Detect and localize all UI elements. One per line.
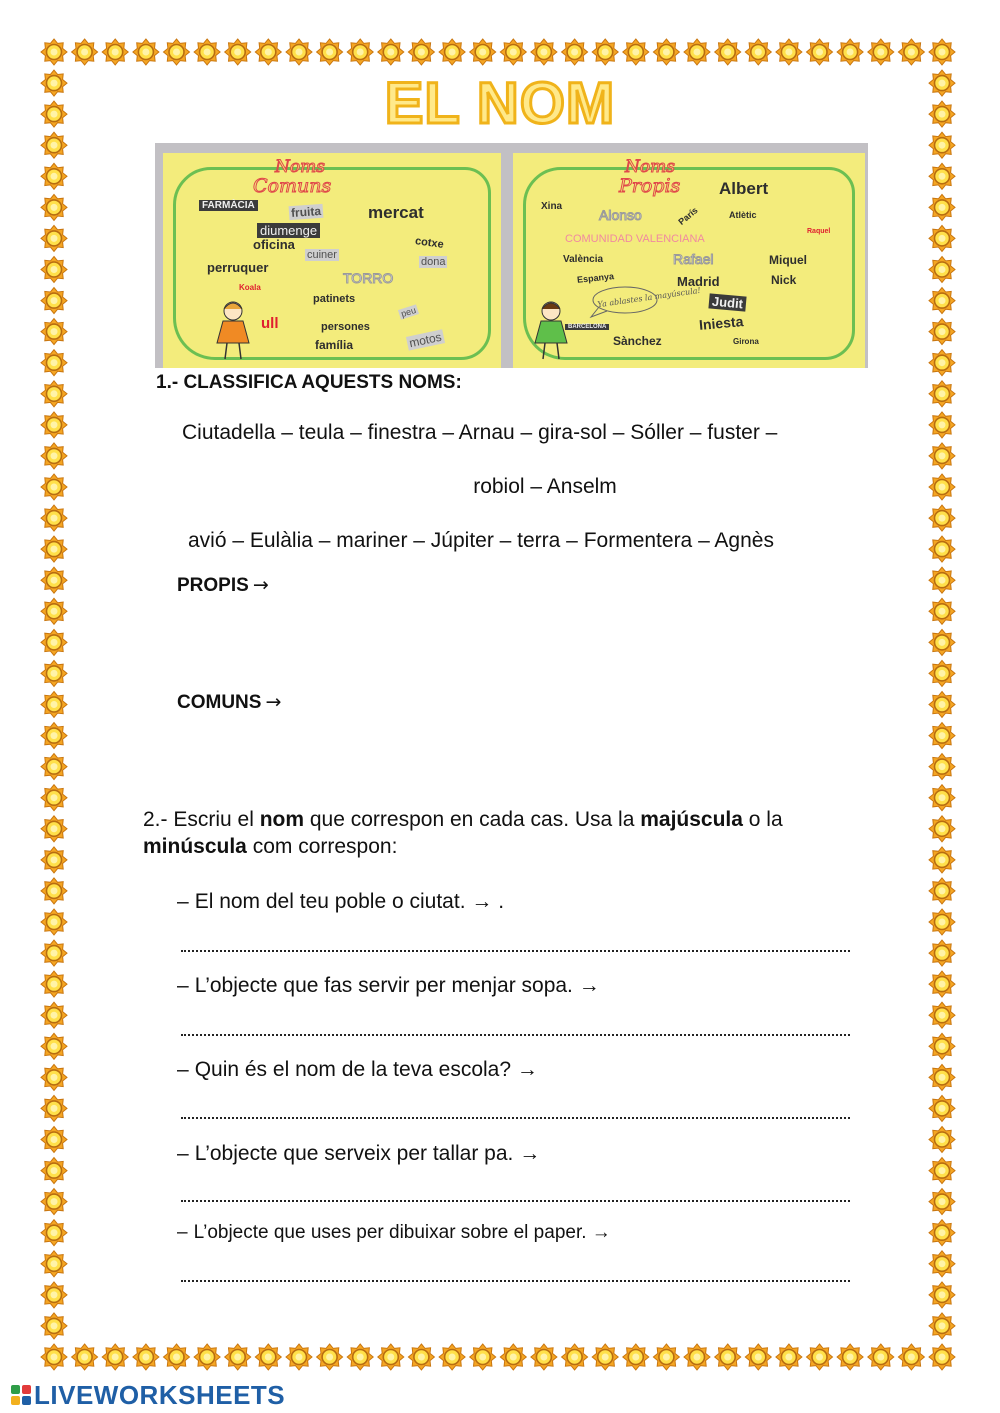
sunflower-icon <box>41 381 67 407</box>
sunflower-icon <box>41 1189 67 1215</box>
poster-word: oficina <box>253 237 295 252</box>
sunflower-icon <box>255 1344 281 1370</box>
poster-word: Sànchez <box>613 334 662 348</box>
poster-heading: Noms <box>275 157 325 177</box>
sunflower-icon <box>102 39 128 65</box>
poster-word: Nick <box>771 273 797 287</box>
answer-line[interactable] <box>181 1200 850 1202</box>
sunflower-icon <box>592 1344 618 1370</box>
exercise2-instructions <box>143 806 863 860</box>
sunflower-icon <box>929 816 955 842</box>
sunflower-icon <box>41 505 67 531</box>
sunflower-icon <box>225 1344 251 1370</box>
sunflower-icon <box>41 1033 67 1059</box>
poster-word: Koala <box>239 283 261 292</box>
sunflower-icon <box>837 1344 863 1370</box>
instruction-emphasis: minúscula <box>143 835 247 858</box>
poster-word: Madrid <box>677 274 720 289</box>
question-text: Quin és el nom de la teva escola? → <box>194 1058 538 1081</box>
sunflower-icon <box>807 1344 833 1370</box>
sunflower-icon <box>439 39 465 65</box>
poster-heading: Comuns <box>253 175 332 197</box>
sunflower-icon <box>41 692 67 718</box>
sunflower-icon <box>41 194 67 220</box>
question-item <box>177 1142 540 1166</box>
sunflower-icon <box>929 505 955 531</box>
sunflower-icon <box>500 39 526 65</box>
sunflower-icon <box>929 257 955 283</box>
sunflower-icon <box>745 39 771 65</box>
poster-word: Miquel <box>769 253 807 267</box>
poster-word: Iniesta <box>698 313 744 333</box>
poster-word: FARMÀCIA <box>199 200 258 211</box>
sunflower-icon <box>439 1344 465 1370</box>
sunflower-icon <box>225 39 251 65</box>
sunflower-icon <box>41 598 67 624</box>
sunflower-icon <box>41 163 67 189</box>
sunflower-icon <box>929 1220 955 1246</box>
instruction-text: que correspon en cada cas. Usa la <box>304 808 641 831</box>
girl-drawing <box>211 299 255 361</box>
sunflower-icon <box>41 971 67 997</box>
sunflower-icon <box>929 629 955 655</box>
sunflower-icon <box>500 1344 526 1370</box>
girl-drawing <box>529 299 573 361</box>
sunflower-icon <box>41 1220 67 1246</box>
poster-word: persones <box>321 321 370 333</box>
sunflower-icon <box>41 1127 67 1153</box>
sunflower-icon <box>623 1344 649 1370</box>
posters-photo <box>155 143 868 368</box>
sunflower-icon <box>378 39 404 65</box>
poster-word: Espanya <box>576 271 615 285</box>
sunflower-icon <box>286 39 312 65</box>
dash-bullet: – <box>177 890 189 913</box>
sunflower-icon <box>317 1344 343 1370</box>
sunflower-icon <box>929 225 955 251</box>
sunflower-icon <box>929 163 955 189</box>
dash-bullet: – <box>177 1222 188 1243</box>
sunflower-icon <box>929 1344 955 1370</box>
sunflower-icon <box>41 723 67 749</box>
sunflower-icon <box>41 288 67 314</box>
poster-word: patinets <box>313 293 356 305</box>
sunflower-icon <box>653 39 679 65</box>
answer-line[interactable] <box>181 950 850 952</box>
instruction-text: o la <box>742 808 783 831</box>
sunflower-icon <box>41 629 67 655</box>
sunflower-icon <box>837 39 863 65</box>
question-item <box>177 974 600 998</box>
poster-word: perruquer <box>207 260 269 275</box>
poster-word: BARCELONA <box>565 324 609 330</box>
sunflower-icon <box>41 1095 67 1121</box>
poster-word: Rafael <box>673 251 714 267</box>
sunflower-icon <box>531 39 557 65</box>
sunflower-icon <box>562 39 588 65</box>
sunflower-icon <box>929 567 955 593</box>
sunflower-icon <box>41 754 67 780</box>
speech-bubble <box>589 285 659 319</box>
answer-line[interactable] <box>181 1280 850 1282</box>
sunflower-icon <box>41 878 67 904</box>
word-list-line: Ciutadella – teula – finestra – Arnau – gira-sol – Sóller – fuster – <box>182 421 778 444</box>
instruction-emphasis: majúscula <box>640 808 743 831</box>
poster-noms-propis <box>513 153 865 368</box>
sunflower-icon <box>72 1344 98 1370</box>
sunflower-icon <box>255 39 281 65</box>
sunflower-icon <box>41 1158 67 1184</box>
sunflower-icon <box>41 785 67 811</box>
dash-bullet: – <box>177 1142 189 1165</box>
sunflower-icon <box>929 1064 955 1090</box>
sunflower-icon <box>470 1344 496 1370</box>
sunflower-icon <box>929 598 955 624</box>
sunflower-icon <box>286 1344 312 1370</box>
sunflower-icon <box>470 39 496 65</box>
sunflower-icon <box>41 412 67 438</box>
sunflower-icon <box>164 39 190 65</box>
sunflower-icon <box>929 1095 955 1121</box>
brand-name: LIVEWORKSHEETS <box>34 1379 286 1410</box>
question-item <box>177 1058 538 1082</box>
instruction-text: com correspon: <box>246 835 398 858</box>
poster-word: COMUNIDAD VALENCIANA <box>565 233 705 245</box>
sunflower-icon <box>898 39 924 65</box>
sunflower-icon <box>317 39 343 65</box>
poster-word: dona <box>421 256 446 268</box>
sunflower-icon <box>776 1344 802 1370</box>
comuns-category <box>177 691 281 714</box>
sunflower-icon <box>194 1344 220 1370</box>
sunflower-icon <box>929 1127 955 1153</box>
poster-heading: Propis <box>619 175 681 197</box>
sunflower-icon <box>929 412 955 438</box>
instruction-emphasis: nom <box>259 808 305 831</box>
sunflower-icon <box>41 1251 67 1277</box>
sunflower-icon <box>929 1313 955 1339</box>
word-list-line: robiol – Anselm <box>473 475 617 498</box>
sunflower-icon <box>929 1158 955 1184</box>
poster-word: TORRO <box>343 270 394 286</box>
sunflower-icon <box>929 1189 955 1215</box>
dash-bullet: – <box>177 1058 189 1081</box>
poster-word: ull <box>261 315 279 332</box>
poster-word: peu <box>399 304 418 320</box>
sunflower-icon <box>41 567 67 593</box>
poster-word: fruita <box>290 203 322 221</box>
sunflower-icon <box>653 1344 679 1370</box>
sunflower-icon <box>745 1344 771 1370</box>
poster-word: família <box>315 338 354 352</box>
sunflower-icon <box>378 1344 404 1370</box>
poster-word: Alonso <box>599 207 642 223</box>
exercise1-heading: 1.- CLASSIFICA AQUESTS NOMS: <box>156 372 462 393</box>
sunflower-icon <box>41 909 67 935</box>
sunflower-icon <box>715 1344 741 1370</box>
sunflower-icon <box>929 536 955 562</box>
sunflower-icon <box>41 1282 67 1308</box>
sunflower-icon <box>929 350 955 376</box>
sunflower-icon <box>929 660 955 686</box>
sunflower-icon <box>41 443 67 469</box>
sunflower-icon <box>929 940 955 966</box>
sunflower-icon <box>41 39 67 65</box>
footer-brand <box>10 1379 286 1410</box>
sunflower-icon <box>715 39 741 65</box>
arrow-right-icon: → <box>265 691 282 713</box>
sunflower-icon <box>929 194 955 220</box>
sunflower-icon <box>41 257 67 283</box>
sunflower-icon <box>41 660 67 686</box>
sunflower-icon <box>41 847 67 873</box>
poster-word: diumenge <box>257 223 320 238</box>
comuns-label: COMUNS <box>177 692 262 713</box>
sunflower-icon <box>868 1344 894 1370</box>
sunflower-icon <box>41 225 67 251</box>
question-item <box>177 890 504 914</box>
sunflower-icon <box>408 1344 434 1370</box>
sunflower-icon <box>41 1344 67 1370</box>
arrow-right-icon: → <box>252 574 269 596</box>
poster-word: Raquel <box>807 228 831 235</box>
sunflower-icon <box>41 350 67 376</box>
poster-word: Girona <box>733 337 759 346</box>
question-item <box>177 1222 611 1244</box>
sunflower-icon <box>684 1344 710 1370</box>
sunflower-icon <box>929 785 955 811</box>
sunflower-icon <box>807 39 833 65</box>
sunflower-icon <box>41 816 67 842</box>
page-title: EL NOM <box>384 71 616 136</box>
sunflower-icon <box>929 909 955 935</box>
sunflower-icon <box>929 1251 955 1277</box>
poster-word: mercat <box>368 203 424 222</box>
poster-word: Xina <box>541 201 563 212</box>
sunflower-icon <box>929 39 955 65</box>
poster-word: cotxe <box>414 235 445 251</box>
question-text: L’objecte que serveix per tallar pa. → <box>194 1142 541 1165</box>
sunflower-icon <box>929 1033 955 1059</box>
sunflower-icon <box>347 1344 373 1370</box>
propis-label: PROPIS <box>177 575 249 596</box>
sunflower-icon <box>929 754 955 780</box>
poster-word: Judit <box>708 293 746 311</box>
sunflower-icon <box>133 1344 159 1370</box>
sunflower-icon <box>929 381 955 407</box>
sunflower-icon <box>41 1313 67 1339</box>
answer-line[interactable] <box>181 1117 850 1119</box>
question-text: L’objecte que fas servir per menjar sopa. → <box>194 974 600 997</box>
sunflower-icon <box>929 692 955 718</box>
sunflower-icon <box>929 878 955 904</box>
answer-line[interactable] <box>181 1034 850 1036</box>
sunflower-icon <box>898 1344 924 1370</box>
sunflower-icon <box>194 39 220 65</box>
sunflower-icon <box>929 1002 955 1028</box>
poster-word: Atlètic <box>729 210 757 220</box>
sunflower-icon <box>929 723 955 749</box>
sunflower-icon <box>41 1002 67 1028</box>
sunflower-icon <box>929 443 955 469</box>
sunflower-icon <box>133 39 159 65</box>
sunflower-icon <box>41 536 67 562</box>
poster-word: motos <box>407 329 443 351</box>
poster-word: París <box>676 205 700 227</box>
speech-bubble-text: Ya ablastes la mayúscula! <box>596 285 702 310</box>
propis-category <box>177 574 269 597</box>
sunflower-icon <box>41 319 67 345</box>
sunflower-icon <box>929 971 955 997</box>
poster-noms-comuns <box>163 153 501 368</box>
sunflower-icon <box>72 39 98 65</box>
sunflower-icon <box>929 288 955 314</box>
sunflower-icon <box>562 1344 588 1370</box>
sunflower-icon <box>929 1282 955 1308</box>
sunflower-icon <box>592 39 618 65</box>
poster-word: Albert <box>719 179 769 198</box>
instruction-text: 2.- Escriu el <box>143 808 260 831</box>
sunflower-icon <box>347 39 373 65</box>
sunflower-icon <box>684 39 710 65</box>
dash-bullet: – <box>177 974 189 997</box>
sunflower-icon <box>164 1344 190 1370</box>
liveworksheets-logo-icon <box>10 1384 32 1406</box>
poster-word: València <box>563 254 604 265</box>
sunflower-icon <box>408 39 434 65</box>
word-list-line: avió – Eulàlia – mariner – Júpiter – terra – Formentera – Agnès <box>188 529 774 552</box>
sunflower-icon <box>929 847 955 873</box>
question-text: El nom del teu poble o ciutat. → . <box>194 890 505 913</box>
sunflower-icon <box>623 39 649 65</box>
sunflower-icon <box>868 39 894 65</box>
question-text: L’objecte que uses per dibuixar sobre el paper. → <box>193 1222 611 1243</box>
poster-heading: Noms <box>625 157 675 177</box>
sunflower-icon <box>102 1344 128 1370</box>
sunflower-icon <box>776 39 802 65</box>
sunflower-icon <box>41 940 67 966</box>
sunflower-icon <box>41 1064 67 1090</box>
sunflower-icon <box>929 319 955 345</box>
poster-word: cuiner <box>307 249 337 261</box>
sunflower-icon <box>531 1344 557 1370</box>
